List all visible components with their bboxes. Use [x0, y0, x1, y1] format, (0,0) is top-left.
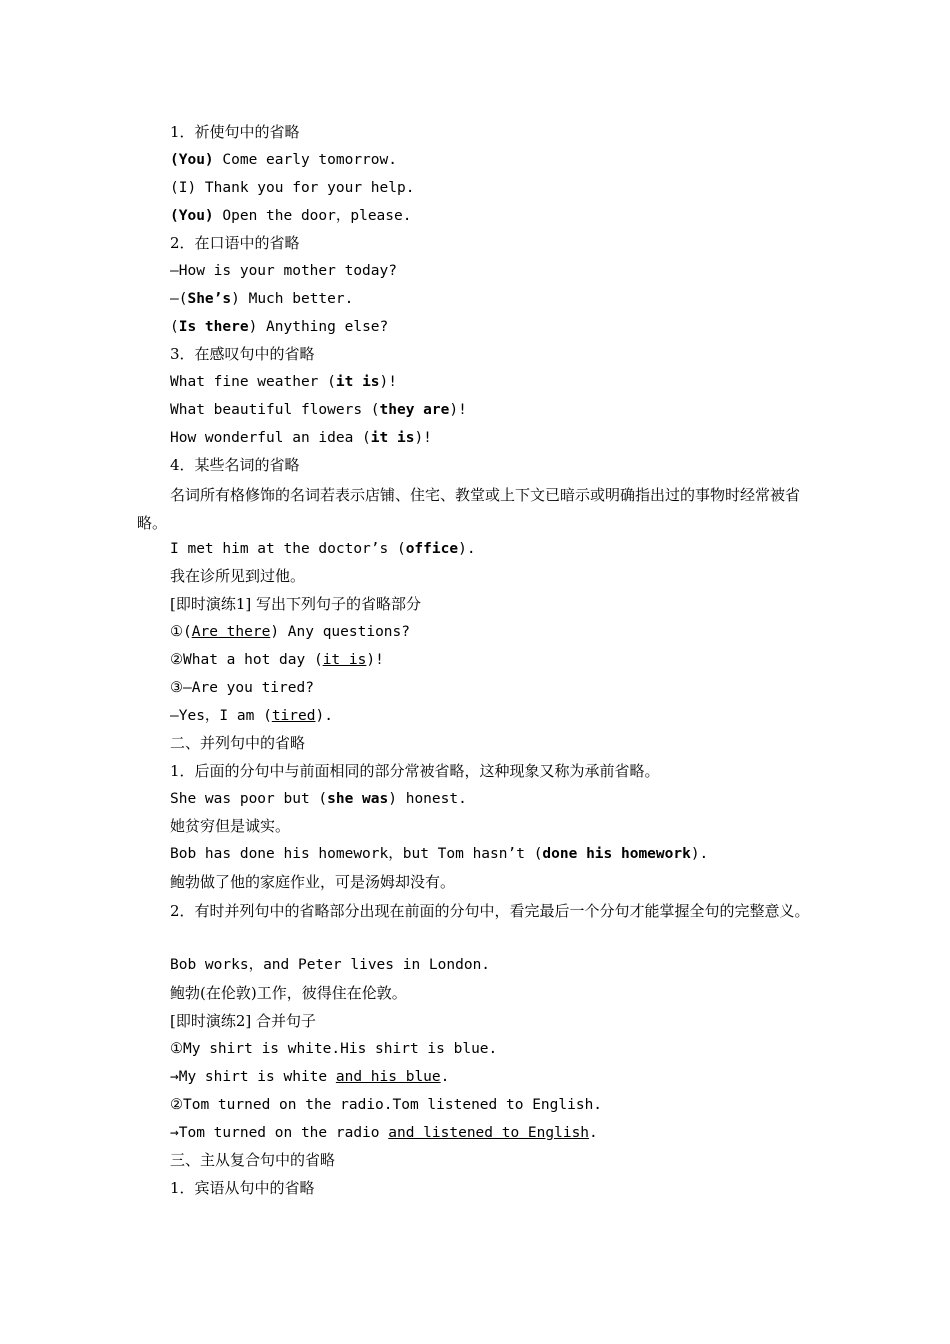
omitted-part: office — [405, 541, 459, 557]
example-text: ). — [458, 541, 476, 557]
paragraph: 2．有时并列句中的省略部分出现在前面的分句中，看完最后一个分句才能掌握全句的完整意义。 — [170, 902, 810, 920]
answer-blank: Are there — [191, 624, 271, 640]
exercise-line: ①My shirt is white.His shirt is blue. — [170, 1041, 498, 1057]
exercise-header: [即时演练2] 合并句子 — [170, 1012, 317, 1030]
heading-nouns: 4．某些名词的省略 — [170, 456, 300, 474]
example-text: ). — [315, 708, 333, 724]
example-text: —Yes，I am ( — [170, 708, 272, 724]
example-text: )! — [379, 374, 397, 390]
example-text: How wonderful an idea ( — [170, 430, 371, 446]
example-text: . — [440, 1069, 450, 1085]
example-text: )! — [449, 402, 467, 418]
example-text: ( — [170, 319, 179, 335]
heading-exclamatory: 3．在感叹句中的省略 — [170, 345, 315, 363]
example-line — [137, 399, 860, 421]
translation: 她贫穷但是诚实。 — [170, 817, 291, 835]
translation: 鲍勃做了他的家庭作业，可是汤姆却没有。 — [170, 873, 456, 891]
answer-blank: it is — [322, 652, 367, 668]
example-line — [137, 149, 860, 171]
example-text: —( — [170, 291, 188, 307]
example-text: ) Anything else? — [248, 319, 389, 335]
example-text: Open the door，please. — [213, 208, 412, 224]
example-line — [137, 371, 860, 393]
example-text: I met him at the doctor’s ( — [170, 541, 406, 557]
example-text: What beautiful flowers ( — [170, 402, 380, 418]
exercise-line: ②Tom turned on the radio.Tom listened to English. — [170, 1097, 603, 1113]
exercise-line — [137, 705, 860, 727]
paragraph: 名词所有格修饰的名词若表示店铺、住宅、教堂或上下文已暗示或明确指出过的事物时经常被省略。 — [137, 486, 801, 532]
translation: 我在诊所见到过他。 — [170, 567, 306, 585]
omitted-part: She’s — [187, 291, 232, 307]
example-line — [137, 205, 860, 227]
omitted-part: done his homework — [542, 846, 691, 862]
section-heading-compound: 二、并列句中的省略 — [170, 734, 306, 752]
omitted-part: (You) — [170, 208, 214, 224]
exercise-line — [137, 621, 860, 643]
heading-spoken: 2．在口语中的省略 — [170, 234, 300, 252]
example-text: What fine weather ( — [170, 374, 336, 390]
rule-line: 1．后面的分句中与前面相同的部分常被省略，这种现象又称为承前省略。 — [170, 762, 660, 780]
example-text: ) Much better. — [231, 291, 354, 307]
example-text: Bob has done his homework，but Tom hasn’t ( — [170, 846, 543, 862]
example-text: ) Any questions? — [270, 624, 410, 640]
heading-object-clause: 1．宾语从句中的省略 — [170, 1179, 315, 1197]
example-line — [137, 427, 860, 449]
translation: 鲍勃(在伦敦)工作，彼得住在伦敦。 — [170, 984, 407, 1002]
example-text: Come early tomorrow. — [213, 152, 397, 168]
omitted-part: it is — [335, 374, 380, 390]
example-line — [137, 538, 860, 560]
exercise-line — [137, 1066, 860, 1088]
omitted-part: (You) — [170, 152, 214, 168]
example-text: She was poor but ( — [170, 791, 328, 807]
section-heading-complex: 三、主从复合句中的省略 — [170, 1151, 336, 1169]
omitted-part: it is — [370, 430, 415, 446]
answer-blank: tired — [271, 708, 316, 724]
example-text: →My shirt is white — [170, 1069, 336, 1085]
example-line — [137, 288, 860, 310]
example-line — [137, 788, 860, 810]
example-line: —How is your mother today? — [170, 263, 397, 279]
omitted-part: she was — [327, 791, 389, 807]
example-line — [137, 316, 860, 338]
example-line: (I) Thank you for your help. — [170, 180, 415, 196]
omitted-part: Is there — [178, 319, 249, 335]
example-text: . — [589, 1125, 598, 1141]
omitted-part: they are — [379, 402, 450, 418]
example-text: →Tom turned on the radio — [170, 1125, 389, 1141]
example-line — [137, 843, 860, 865]
heading-imperative: 1．祈使句中的省略 — [170, 123, 300, 141]
exercise-line — [137, 649, 860, 671]
answer-blank: and his blue — [335, 1069, 441, 1085]
example-text: ②What a hot day ( — [170, 652, 323, 668]
example-line: Bob works，and Peter lives in London. — [170, 957, 491, 973]
example-text: )! — [366, 652, 384, 668]
example-text: ) honest. — [388, 791, 467, 807]
exercise-line: ③—Are you tired? — [170, 680, 314, 696]
example-text: ). — [690, 846, 709, 862]
example-text: )! — [414, 430, 432, 446]
answer-blank: and listened to English — [388, 1125, 590, 1141]
exercise-line — [137, 1122, 860, 1144]
example-text: ①( — [170, 624, 192, 640]
exercise-header: [即时演练1] 写出下列句子的省略部分 — [170, 595, 422, 613]
